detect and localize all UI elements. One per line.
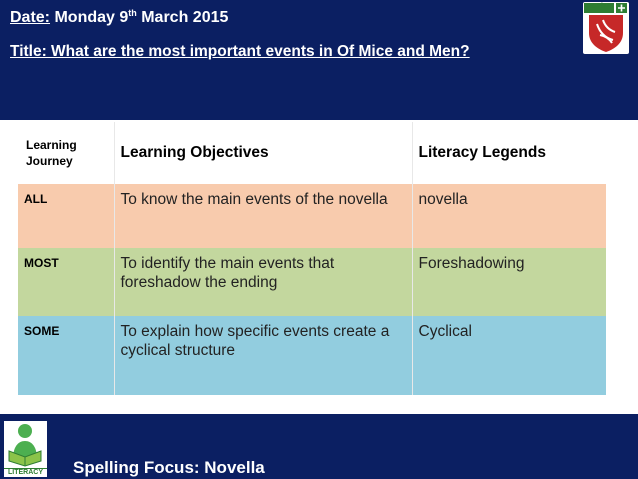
- row-level: ALL: [18, 184, 114, 248]
- row-objective: To identify the main events that foreshadow the ending: [114, 248, 412, 316]
- date-label: Date:: [10, 9, 51, 26]
- row-legend: Foreshadowing: [412, 248, 606, 316]
- table-row: [18, 316, 606, 395]
- row-objective: To explain how specific events create a cyclical structure: [114, 316, 412, 395]
- header-learning-journey: Learning Journey: [18, 122, 114, 184]
- row-objective: To know the main events of the novella: [114, 184, 412, 248]
- row-level: MOST: [18, 248, 114, 316]
- row-legend: novella: [412, 184, 606, 248]
- spelling-focus: Spelling Focus: Novella: [73, 458, 265, 477]
- table-header-row: [18, 122, 606, 184]
- lesson-title: Title: What are the most important events in Of Mice and Men?: [10, 43, 470, 60]
- table-row: [18, 184, 606, 248]
- row-legend: Cyclical: [412, 316, 606, 395]
- reading-person-icon: [4, 421, 47, 467]
- literacy-logo: [4, 421, 47, 477]
- harris-logo: [583, 2, 629, 54]
- date-suffix: th: [128, 8, 137, 18]
- row-level: SOME: [18, 316, 114, 395]
- table-row: [18, 248, 606, 316]
- literacy-logo-text: LITERACY: [4, 468, 47, 476]
- header-literacy-legends: Literacy Legends: [412, 122, 606, 184]
- header-learning-objectives: Learning Objectives: [114, 122, 412, 184]
- date-line: [10, 9, 228, 27]
- harris-logo-text: Harris: [586, 3, 607, 10]
- date-value: Monday 9: [54, 9, 129, 26]
- objectives-table: [18, 122, 606, 395]
- date-month-year: March 2015: [141, 9, 229, 26]
